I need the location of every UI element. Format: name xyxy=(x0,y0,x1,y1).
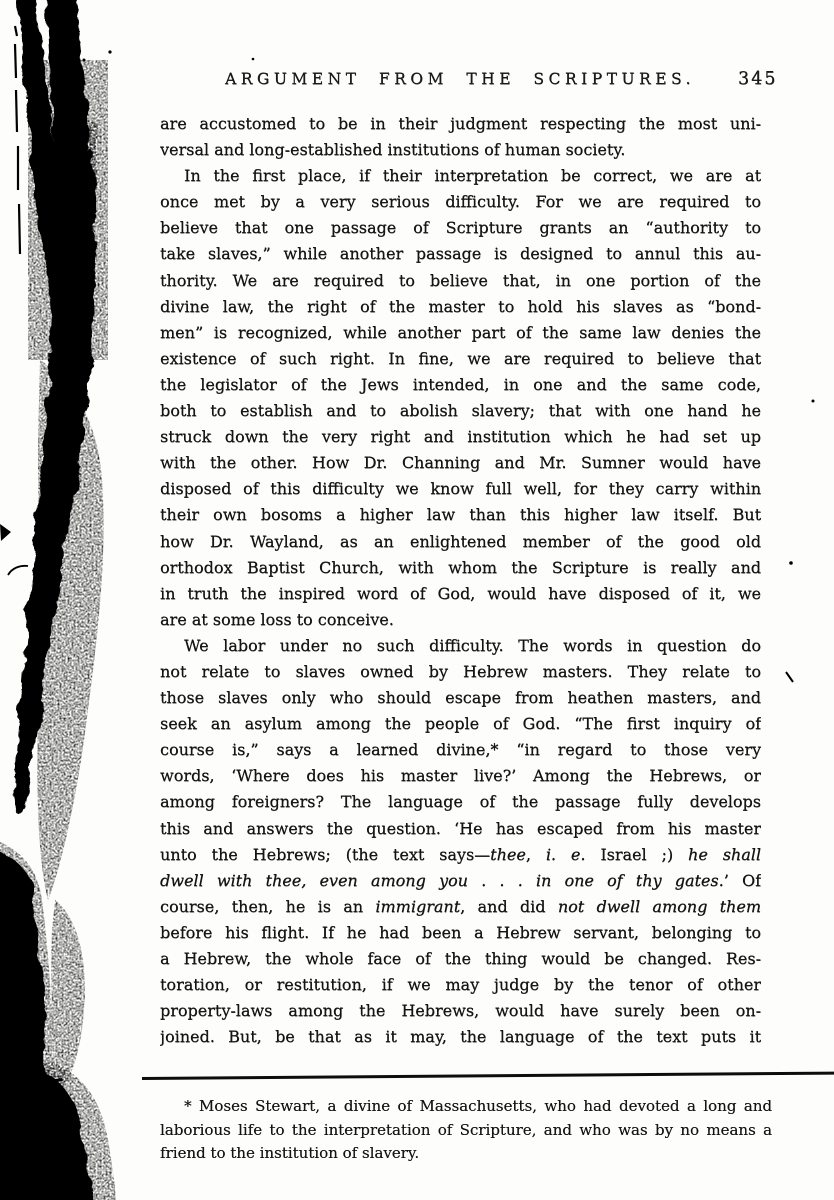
text-line: are accustomed to be in their judgment respecting the most uni- xyxy=(160,114,761,133)
text-line: struck down the very right and institution which he had set up xyxy=(160,427,761,447)
text-line: unto the Hebrews; (the text says—thee, i. e. Israel ;) he shall xyxy=(160,844,761,864)
page-body xyxy=(160,111,761,1050)
running-head-title: ARGUMENT FROM THE SCRIPTURES. xyxy=(225,70,695,88)
text-line: friend to the institution of slavery. xyxy=(160,1144,420,1163)
text-line: course, then, he is an immigrant, and did not dwell among them xyxy=(160,896,761,916)
text-line: believe that one passage of Scripture grants an “authority to xyxy=(160,218,761,238)
text-line: not relate to slaves owned by Hebrew masters. They relate to xyxy=(160,661,761,681)
paragraph xyxy=(160,633,761,1051)
text-line: once met by a very serious difficulty. For we are required to xyxy=(160,192,761,212)
page-number: 345 xyxy=(738,69,778,89)
text-line: the legislator of the Jews intended, in one and the same code, xyxy=(160,374,761,394)
text-line: a Hebrew, the whole face of the thing would be changed. Res- xyxy=(160,949,761,968)
text-line: existence of such right. In fine, we are required to believe that xyxy=(160,348,761,368)
footnote-divider xyxy=(142,1072,834,1080)
footnote xyxy=(160,1095,772,1166)
text-line: course is,” says a learned divine,* “in regard to those very xyxy=(160,740,761,760)
text-line: laborious life to the interpretation of Scripture, and who was by no means a xyxy=(160,1120,772,1139)
text-line: in truth the inspired word of God, would have disposed of it, we xyxy=(160,583,761,603)
text-line: property-laws among the Hebrews, would have surely been on- xyxy=(160,1001,761,1021)
text-line: disposed of this difficulty we know full well, for they carry within xyxy=(160,479,761,499)
text-line: this and answers the question. ‘He has escaped from his master xyxy=(160,818,761,838)
running-head xyxy=(160,70,760,94)
text-line: orthodox Baptist Church, with whom the Scripture is really and xyxy=(160,557,761,577)
text-line: thority. We are required to believe that, in one portion of the xyxy=(160,270,761,290)
text-line: those slaves only who should escape from heathen masters, and xyxy=(160,688,761,708)
text-line: divine law, the right of the master to hold his slaves as “bond- xyxy=(160,296,761,316)
text-line: how Dr. Wayland, as an enlightened member of the good old xyxy=(160,531,761,551)
text-line: joined. But, be that as it may, the language of the text puts it xyxy=(160,1027,761,1047)
text-line: words, ‘Where does his master live?’ Among the Hebrews, or xyxy=(160,766,761,786)
text-line: before his flight. If he had been a Hebrew servant, belonging to xyxy=(160,922,761,942)
text-line: with the other. How Dr. Channing and Mr. Sumner would have xyxy=(160,453,761,473)
text-line: are at some loss to conceive. xyxy=(160,609,394,629)
text-line: their own bosoms a higher law than this higher law itself. But xyxy=(160,505,761,525)
text-line: versal and long-established institutions of human society. xyxy=(160,140,626,160)
text-line: men” is recognized, while another part of the same law denies the xyxy=(160,322,761,342)
text-line: both to establish and to abolish slavery; that with one hand he xyxy=(160,401,761,421)
text-line: toration, or restitution, if we may judge by the tenor of other xyxy=(160,975,761,995)
text-line: In the first place, if their interpretation be correct, we are at xyxy=(184,166,761,186)
paragraph xyxy=(160,163,761,633)
text-line: * Moses Stewart, a divine of Massachusetts, who had devoted a long and xyxy=(184,1097,772,1115)
text-line: dwell with thee, even among you . . . in one of thy gates.’ Of xyxy=(160,870,761,890)
text-line: among foreigners? The language of the passage fully develops xyxy=(160,792,761,812)
text-line: We labor under no such difficulty. The words in question do xyxy=(184,635,761,655)
paragraph xyxy=(160,111,761,163)
text-line: take slaves,” while another passage is designed to annul this au- xyxy=(160,244,761,264)
text-line: seek an asylum among the people of God. “The first inquiry of xyxy=(160,714,761,734)
